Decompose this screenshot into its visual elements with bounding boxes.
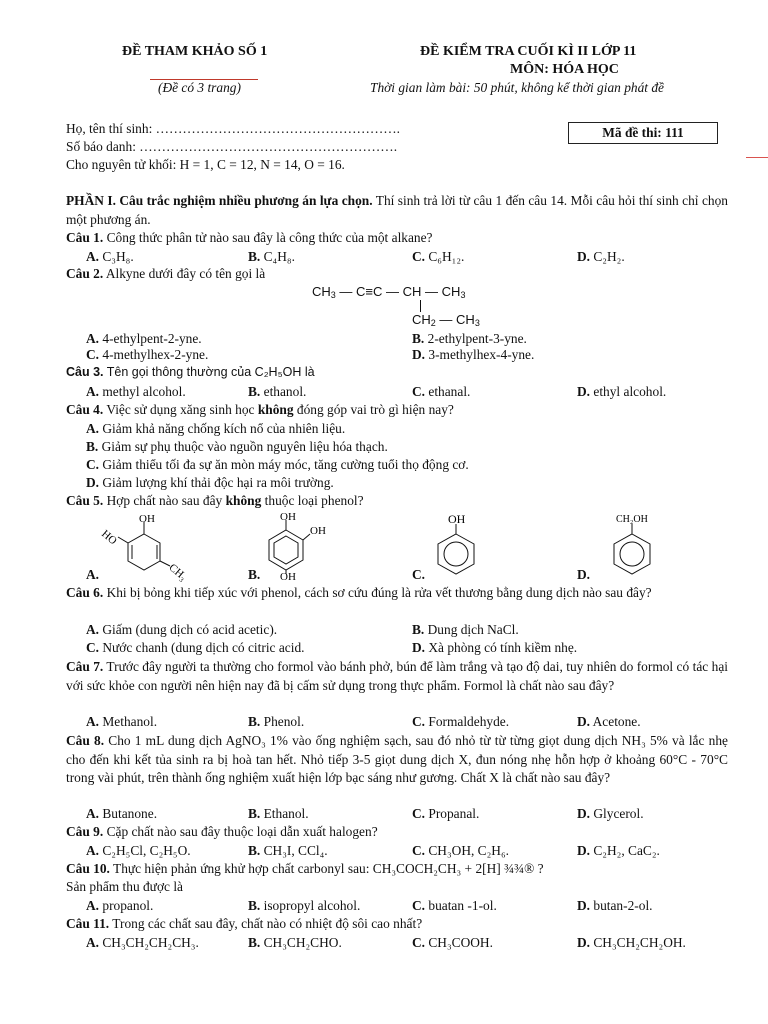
q4-option-a[interactable]: A. Giảm khả năng chống kích nổ của nhiên liệu. (86, 421, 346, 436)
phenol-structures (84, 508, 704, 584)
q3-option-b[interactable]: B. ethanol. (248, 384, 307, 399)
q11-option-b[interactable]: B. CH₃CH₂CHO. (248, 935, 342, 950)
question-6: Câu 6. Khi bị bỏng khi tiếp xúc với phenol, cách sơ cứu đúng là rửa vết thương bằng dung dịch nào sau đây? (66, 585, 652, 600)
alkyne-branch: $CH_2$ — $CH_3$ (412, 312, 480, 328)
struct-d-ch2oh: CH₂OH (616, 514, 648, 525)
question-3: Câu 3. Tên gọi thông thường của C₂H₅OH là (66, 365, 315, 379)
q6-option-a[interactable]: A. Giấm (dung dịch có acid acetic). (86, 622, 278, 637)
struct-b-oh3: OH (280, 571, 296, 583)
q2-option-d[interactable]: D. 3-methylhex-4-yne. (412, 347, 535, 362)
q9-option-c[interactable]: C. CH₃OH, C₂H₆. (412, 843, 509, 858)
q10-option-c[interactable]: C. buatan -1-ol. (412, 898, 497, 913)
structure-c (438, 524, 474, 574)
q6-option-d[interactable]: D. Xà phòng có tính kiềm nhẹ. (412, 640, 578, 655)
q1-option-c[interactable]: C. C₆H₁₂. (412, 249, 465, 264)
q2-option-b[interactable]: B. 2-ethylpent-3-yne. (412, 331, 527, 346)
q10-option-b[interactable]: B. isopropyl alcohol. (248, 898, 361, 913)
part1-intro: PHẦN I. Câu trắc nghiệm nhiều phương án lựa chọn. Thí sinh trả lời từ câu 1 đến câu 14. Mỗi câu hỏi thí sinh chỉ chọn một phương án. (66, 193, 728, 227)
question-10-cont: Sản phẩm thu được là (66, 879, 183, 894)
question-4: Câu 4. Việc sử dụng xăng sinh học không đóng góp vai trò gì hiện nay? (66, 402, 454, 417)
question-7: Câu 7. Trước đây người ta thường cho formol vào bánh phở, bún để làm trắng và tạo độ dai, tuy nhiên do formol có tác hại với sức khỏe con người nên hiện nay đã bị cấm sử dụng trong thực phẩm. Formol là chất nào sau đây? (66, 659, 728, 693)
q7-option-a[interactable]: A. Methanol. (86, 714, 158, 729)
red-mark (746, 157, 768, 158)
q9-option-a[interactable]: A. C₂H₅Cl, C₂H₅O. (86, 843, 191, 858)
struct-a-ch3: CH₃ (166, 561, 189, 584)
q8-option-c[interactable]: C. Propanal. (412, 806, 480, 821)
q4-option-b[interactable]: B. Giảm sự phụ thuộc vào nguồn nguyên liệu hóa thạch. (86, 439, 388, 454)
q4-option-c[interactable]: C. Giảm thiểu tối đa sự ăn mòn máy móc, tăng cường tuổi thọ động cơ. (86, 457, 469, 472)
q7-option-c[interactable]: C. Formaldehyde. (412, 714, 510, 729)
question-5: Câu 5. Hợp chất nào sau đây không thuộc loại phenol? (66, 493, 364, 508)
struct-b-oh2: OH (310, 525, 326, 537)
q9-option-b[interactable]: B. CH₃I, CCl₄. (248, 843, 328, 858)
page-count-note: (Đề có 3 trang) (158, 80, 241, 95)
q1-option-a[interactable]: A. C₃H₈. (86, 249, 134, 264)
structure-bond (420, 300, 421, 312)
structure-d (614, 524, 650, 574)
question-10: Câu 10. Thực hiện phản ứng khử hợp chất carbonyl sau: CH₃COCH₂CH₃ + 2[H] ¾¾® ? (66, 861, 544, 876)
strike-line (150, 79, 258, 80)
student-name-field: Họ, tên thí sinh: ………………………………………………. (66, 121, 401, 136)
structure-b (269, 520, 310, 574)
q11-option-a[interactable]: A. CH₃CH₂CH₂CH₃. (86, 935, 199, 950)
exam-title: ĐỀ KIỂM TRA CUỐI KÌ II LỚP 11 (420, 44, 637, 59)
q11-option-d[interactable]: D. CH₃CH₂CH₂OH. (577, 935, 686, 950)
q1-option-b[interactable]: B. C₄H₈. (248, 249, 295, 264)
q5-option-b[interactable]: B. (248, 567, 261, 582)
q8-option-b[interactable]: B. Ethanol. (248, 806, 309, 821)
struct-c-oh: OH (448, 512, 466, 526)
q4-option-d[interactable]: D. Giảm lượng khí thải độc hại ra môi trường. (86, 475, 334, 490)
question-8: Câu 8. Cho 1 mL dung dịch AgNO₃ 1% vào ống nghiệm sạch, sau đó nhỏ từ từ từng giọt dung dịch NH₃ 5% và lắc nhẹ cho đến khi kết tủa sinh ra bị hoà tan hết. Nhỏ tiếp 3-5 giọt dung dịch X, đun nóng nhẹ hỗn hợp ở khoảng 60°C - 70°C trong vài phút, trên thành ống nghiệm xuất hiện lớp bạc sáng như gương. Chất X là chất nào sau đây? (66, 733, 728, 786)
structure-a (118, 522, 170, 570)
q9-option-d[interactable]: D. C₂H₂, CaC₂. (577, 843, 660, 858)
q5-option-d[interactable]: D. (577, 567, 591, 582)
q5-option-a[interactable]: A. (86, 567, 100, 582)
exam-ref-title: ĐỀ THAM KHẢO SỐ 1 (122, 44, 268, 59)
struct-a-ho: HO (99, 527, 119, 548)
atomic-mass-note: Cho nguyên tử khối: H = 1, C = 12, N = 14, O = 16. (66, 157, 345, 172)
q3-option-c[interactable]: C. ethanal. (412, 384, 471, 399)
q10-option-d[interactable]: D. butan-2-ol. (577, 898, 653, 913)
q8-option-a[interactable]: A. Butanone. (86, 806, 158, 821)
q2-option-a[interactable]: A. 4-ethylpent-2-yne. (86, 331, 202, 346)
struct-b-oh1: OH (280, 511, 296, 523)
alkyne-structure: $CH_3$ — C≡C — CH — $CH_3$ (312, 284, 466, 300)
student-id-field: Số báo danh: …………………………………………………. (66, 139, 398, 154)
q3-option-d[interactable]: D. ethyl alcohol. (577, 384, 667, 399)
q3-option-a[interactable]: A. methyl alcohol. (86, 384, 186, 399)
q2-option-c[interactable]: C. 4-methylhex-2-yne. (86, 347, 209, 362)
exam-code-box: Mã đề thi: 111 (568, 122, 718, 144)
q10-option-a[interactable]: A. propanol. (86, 898, 154, 913)
q11-option-c[interactable]: C. CH₃COOH. (412, 935, 493, 950)
q6-option-c[interactable]: C. Nước chanh (dung dịch có citric acid. (86, 640, 305, 655)
q6-option-b[interactable]: B. Dung dịch NaCl. (412, 622, 519, 637)
q5-option-c[interactable]: C. (412, 567, 426, 582)
question-9: Câu 9. Cặp chất nào sau đây thuộc loại dẫn xuất halogen? (66, 824, 378, 839)
question-1: Câu 1. Công thức phân tử nào sau đây là công thức của một alkane? (66, 230, 433, 245)
question-2: Câu 2. Alkyne dưới đây có tên gọi là (66, 266, 266, 281)
subject-title: MÔN: HÓA HỌC (510, 62, 619, 77)
struct-a-oh: OH (139, 513, 155, 525)
q7-option-d[interactable]: D. Acetone. (577, 714, 641, 729)
q1-option-d[interactable]: D. C₂H₂. (577, 249, 625, 264)
q8-option-d[interactable]: D. Glycerol. (577, 806, 644, 821)
exam-time: Thời gian làm bài: 50 phút, không kể thời gian phát đề (370, 80, 664, 95)
q7-option-b[interactable]: B. Phenol. (248, 714, 305, 729)
question-11: Câu 11. Trong các chất sau đây, chất nào có nhiệt độ sôi cao nhất? (66, 916, 423, 931)
